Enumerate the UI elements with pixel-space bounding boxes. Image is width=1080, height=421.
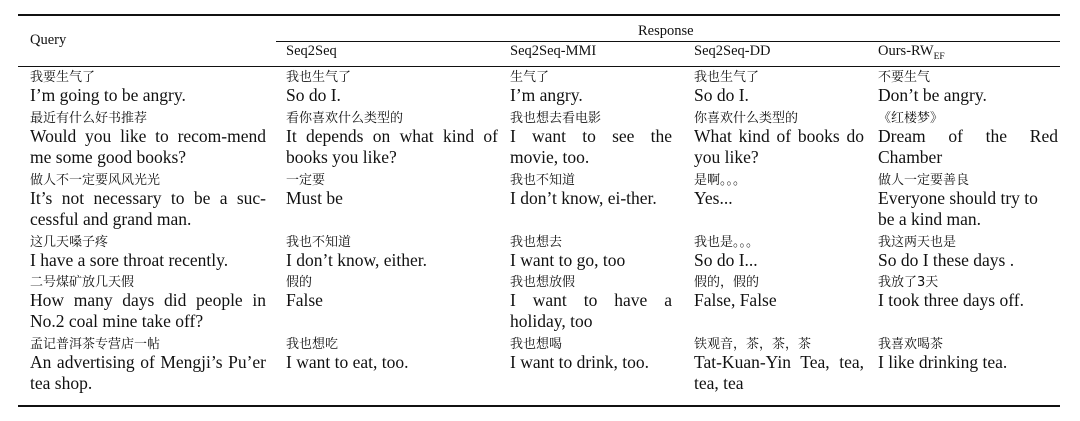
response-chinese: 我喜欢喝茶 xyxy=(878,337,944,352)
response-english: I want to go, too xyxy=(510,250,626,270)
response-chinese: 我也生气了 xyxy=(694,70,760,85)
response-english: So do I these days . xyxy=(878,250,1015,270)
query-english: It’s not necessary to be a suc-cessful and grand man. xyxy=(30,188,266,229)
ours-rw-response-cell xyxy=(878,275,1058,311)
seq2seq-dd-column-header: Seq2Seq-DD xyxy=(694,43,771,59)
response-english: So do I. xyxy=(694,85,749,105)
response-english: Dream of the Red Chamber xyxy=(878,126,1058,167)
response-comparison-table xyxy=(18,14,1060,408)
response-header-rule xyxy=(276,41,1060,42)
response-english: Don’t be angry. xyxy=(878,85,987,105)
seq2seq-mmi-response-cell xyxy=(510,275,672,332)
seq2seq-mmi-response-cell xyxy=(510,70,672,106)
response-english: Everyone should try to be a kind man. xyxy=(878,188,1038,229)
response-english: I want to see the movie, too. xyxy=(510,126,672,167)
seq2seq-response-cell xyxy=(286,70,498,106)
response-english: What kind of books do you like? xyxy=(694,126,864,167)
query-chinese: 二号煤矿放几天假 xyxy=(30,275,135,290)
response-english: Yes... xyxy=(694,188,733,208)
ours-rw-response-cell xyxy=(878,173,1058,230)
query-english: How many days did people in No.2 coal mine take off? xyxy=(30,290,266,331)
query-english: Would you like to recom-mend me some good books? xyxy=(30,126,266,167)
response-english: I’m angry. xyxy=(510,85,583,105)
response-chinese: 看你喜欢什么类型的 xyxy=(286,111,404,126)
ours-rw-subscript: EF xyxy=(933,51,945,62)
ours-rw-response-cell xyxy=(878,111,1058,168)
query-english: I have a sore throat recently. xyxy=(30,250,229,270)
seq2seq-response-cell xyxy=(286,111,498,168)
seq2seq-mmi-column-header: Seq2Seq-MMI xyxy=(510,43,597,59)
ours-rw-column-header xyxy=(878,43,945,65)
response-chinese: 一定要 xyxy=(286,173,326,188)
response-english: It depends on what kind of books you like? xyxy=(286,126,498,167)
response-chinese: 我也想去 xyxy=(510,235,563,250)
seq2seq-response-cell xyxy=(286,337,498,373)
response-group-header: Response xyxy=(638,23,694,39)
response-english: I want to eat, too. xyxy=(286,352,409,372)
response-chinese: 做人一定要善良 xyxy=(878,173,970,188)
response-chinese: 我也想喝 xyxy=(510,337,563,352)
seq2seq-response-cell xyxy=(286,235,498,271)
response-english: So do I... xyxy=(694,250,758,270)
table-bottom-rule xyxy=(18,405,1060,407)
ours-rw-response-cell xyxy=(878,337,1058,373)
table-top-rule xyxy=(18,14,1060,16)
query-chinese: 最近有什么好书推荐 xyxy=(30,111,148,126)
response-chinese: 我这两天也是 xyxy=(878,235,957,250)
header-bottom-rule xyxy=(18,66,1060,67)
seq2seq-mmi-response-cell xyxy=(510,235,672,271)
query-cell xyxy=(30,111,266,168)
ours-rw-response-cell xyxy=(878,70,1058,106)
query-cell xyxy=(30,173,266,230)
seq2seq-response-cell xyxy=(286,275,498,311)
response-chinese: 假的，假的 xyxy=(694,275,760,290)
seq2seq-mmi-response-cell xyxy=(510,111,672,168)
response-chinese: 不要生气 xyxy=(878,70,931,85)
response-chinese: 我也想放假 xyxy=(510,275,576,290)
ours-rw-response-cell xyxy=(878,235,1058,271)
query-chinese: 做人不一定要风风光光 xyxy=(30,173,161,188)
response-chinese: 我也不知道 xyxy=(510,173,576,188)
query-english: I’m going to be angry. xyxy=(30,85,186,105)
query-english: An advertising of Mengji’s Pu’er tea shop. xyxy=(30,352,266,393)
query-cell xyxy=(30,70,266,106)
response-english: I took three days off. xyxy=(878,290,1024,310)
response-chinese: 你喜欢什么类型的 xyxy=(694,111,799,126)
response-english: Must be xyxy=(286,188,343,208)
seq2seq-dd-response-cell xyxy=(694,275,864,311)
response-english: I like drinking tea. xyxy=(878,352,1008,372)
response-chinese: 我也想去看电影 xyxy=(510,111,602,126)
seq2seq-dd-response-cell xyxy=(694,173,864,209)
response-english: False, False xyxy=(694,290,777,310)
query-chinese: 我要生气了 xyxy=(30,70,96,85)
response-english: Tat-Kuan-Yin Tea, tea, tea, tea xyxy=(694,352,864,393)
seq2seq-dd-response-cell xyxy=(694,70,864,106)
response-chinese: 我也生气了 xyxy=(286,70,352,85)
seq2seq-dd-response-cell xyxy=(694,111,864,168)
seq2seq-column-header: Seq2Seq xyxy=(286,43,337,59)
response-chinese: 我也是。。。 xyxy=(694,235,760,250)
response-chinese: 假的 xyxy=(286,275,313,290)
ours-rw-label: Ours-RW xyxy=(878,43,934,59)
seq2seq-response-cell xyxy=(286,173,498,209)
response-chinese: 我放了3天 xyxy=(878,275,939,290)
response-chinese: 我也不知道 xyxy=(286,235,352,250)
response-chinese: 是啊。。。 xyxy=(694,173,747,188)
query-cell xyxy=(30,275,266,332)
response-english: So do I. xyxy=(286,85,341,105)
query-cell xyxy=(30,337,266,394)
seq2seq-mmi-response-cell xyxy=(510,173,672,209)
response-chinese: 生气了 xyxy=(510,70,550,85)
query-chinese: 这几天嗓子疼 xyxy=(30,235,109,250)
response-chinese: 《红楼梦》 xyxy=(878,111,944,126)
seq2seq-dd-response-cell xyxy=(694,337,864,394)
query-cell xyxy=(30,235,266,271)
response-english: I don’t know, either. xyxy=(286,250,427,270)
query-chinese: 孟记普洱茶专营店一帖 xyxy=(30,337,161,352)
response-english: I want to have a holiday, too xyxy=(510,290,672,331)
response-chinese: 铁观音，茶，茶，茶 xyxy=(694,337,812,352)
query-column-header: Query xyxy=(30,32,67,48)
seq2seq-mmi-response-cell xyxy=(510,337,672,373)
response-english: I don’t know, ei-ther. xyxy=(510,188,657,208)
seq2seq-dd-response-cell xyxy=(694,235,864,271)
response-english: False xyxy=(286,290,323,310)
response-chinese: 我也想吃 xyxy=(286,337,339,352)
response-english: I want to drink, too. xyxy=(510,352,650,372)
